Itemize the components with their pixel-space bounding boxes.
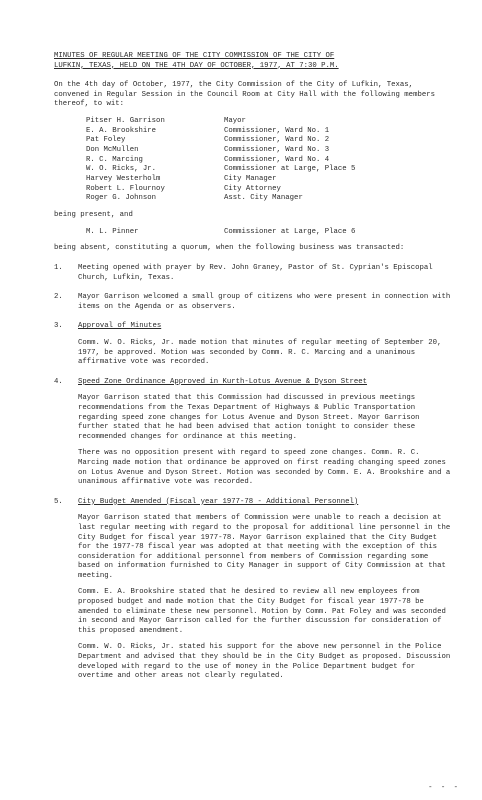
attendee-row: [86, 194, 355, 204]
minutes-title: [54, 52, 452, 71]
attendee-name: Pitser H. Garrison: [86, 116, 165, 125]
attendee-title: Commissioner, Ward No. 1: [224, 126, 330, 135]
attendee-row: [86, 175, 355, 185]
attendee-name: Roger G. Johnson: [86, 194, 157, 203]
attendee-title: Commissioner at Large, Place 5: [224, 165, 356, 174]
item-paragraph: Comm. E. A. Brookshire stated that he desired to review all new employees from proposed budget and made motion that the City Budget for fiscal year 1977-78 be amended to eliminate these new personnel. Motion by Comm. Pat Foley and was seconded in second and Mayor Garrison called for the further discussion for consideration of this proposed amendment.: [78, 588, 446, 635]
agenda-item: [54, 293, 452, 312]
attendee-title: Mayor: [224, 116, 246, 125]
agenda-item: [54, 322, 452, 367]
item-heading: Speed Zone Ordinance Approved in Kurth-Lotus Avenue & Dyson Street: [78, 377, 368, 386]
item-paragraph: Meeting opened with prayer by Rev. John Graney, Pastor of St. Cyprian's Episcopal Church, Lufkin, Texas.: [78, 264, 433, 282]
item-heading: City Budget Amended (Fiscal year 1977-78 - Additional Personnel): [78, 497, 359, 506]
attendee-row: [86, 136, 355, 146]
attendee-name: W. O. Ricks, Jr.: [86, 165, 157, 174]
intro-paragraph: On the 4th day of October, 1977, the City Commission of the City of Lufkin, Texas, convened in Regular Session in the Council Room at City Hall with the following members thereof, to wit:: [54, 81, 435, 109]
attendee-list: [86, 117, 355, 204]
attendee-name: Pat Foley: [86, 136, 126, 145]
absent-member: [86, 228, 355, 238]
present-and-line: being present, and: [54, 211, 133, 220]
absent-title: Commissioner at Large, Place 6: [224, 227, 356, 236]
attendee-row: [86, 156, 355, 166]
item-paragraph: There was no opposition present with regard to speed zone changes. Comm. R. C. Marcing made motion that ordinance be approved on first reading changing speed zones on Lotus Avenue and Dyson Street. Motion was seconded by Comm. E. A. Brookshire and a unanimous affirmative vote was recorded.: [78, 449, 451, 487]
item-paragraph: Comm. W. O. Ricks, Jr. stated his support for the above new personnel in the Police Department and advised that they should be in the City Budget as proposed. Discussion developed with regard to the use of money in the Police Department budget for overtime and other areas not clearly regulated.: [78, 643, 451, 681]
item-paragraph: Mayor Garrison stated that this Commission had discussed in previous meetings recommendations from the Texas Department of Highways & Public Transportation regarding speed zone changes for Lotus Avenue and Dyson Street. Mayor Garrison further stated that he had been advised that action tonight to consider these recommended changes for ordinance at this meeting.: [78, 394, 420, 441]
agenda-item: [54, 497, 452, 682]
attendee-row: [86, 127, 355, 137]
item-number: 2.: [54, 293, 63, 302]
quorum-paragraph: being absent, constituting a quorum, when the following business was transacted:: [54, 244, 405, 253]
attendee-row: [86, 146, 355, 156]
item-paragraph: Comm. W. O. Ricks, Jr. made motion that minutes of regular meeting of September 20, 1977, be approved. Motion was seconded by Comm. R. C. Marcing and a unanimous affirmative vote was recorded.: [78, 339, 442, 367]
attendee-name: E. A. Brookshire: [86, 126, 157, 135]
title-line-1: MINUTES OF REGULAR MEETING OF THE CITY COMMISSION OF THE CITY OF: [54, 52, 335, 60]
item-number: 5.: [54, 497, 63, 506]
attendee-title: Commissioner, Ward No. 4: [224, 155, 330, 164]
attendee-name: Don McMullen: [86, 146, 139, 155]
item-paragraph: Mayor Garrison stated that members of Commission were unable to reach a decision at last regular meeting with regard to the proposal for additional line personnel in the City Budget for fiscal year 1977-78. Mayor Garrison explained that the City Budget for the 1977-78 fiscal year was adopted at that meeting with the exception of this consideration for additional personnel from members of Commission regarding some based on information furnished to City Manager in support of City Commission at that meeting.: [78, 514, 451, 580]
agenda-item: [54, 377, 452, 488]
attendee-title: City Attorney: [224, 184, 281, 193]
item-number: 1.: [54, 264, 63, 273]
item-number: 4.: [54, 377, 63, 386]
item-paragraph: Mayor Garrison welcomed a small group of citizens who were present in connection with items on the Agenda or as observers.: [78, 293, 451, 311]
attendee-title: City Manager: [224, 175, 277, 184]
absent-name: M. L. Pinner: [86, 227, 139, 236]
attendee-row: [86, 165, 355, 175]
item-number: 3.: [54, 322, 63, 331]
footer-mark: - - -: [428, 784, 460, 793]
attendee-row: [86, 185, 355, 195]
attendee-name: Harvey Westerholm: [86, 175, 161, 184]
attendee-name: Robert L. Flournoy: [86, 184, 165, 193]
agenda-items: [54, 254, 452, 682]
attendee-title: Commissioner, Ward No. 2: [224, 136, 330, 145]
attendee-row: [86, 117, 355, 127]
attendee-name: R. C. Marcing: [86, 155, 143, 164]
agenda-item: [54, 264, 452, 283]
attendee-title: Asst. City Manager: [224, 194, 303, 203]
title-line-2: LUFKIN, TEXAS, HELD ON THE 4TH DAY OF OCTOBER, 1977, AT 7:30 P.M.: [54, 61, 339, 70]
attendee-title: Commissioner, Ward No. 3: [224, 146, 330, 155]
item-heading: Approval of Minutes: [78, 322, 162, 331]
